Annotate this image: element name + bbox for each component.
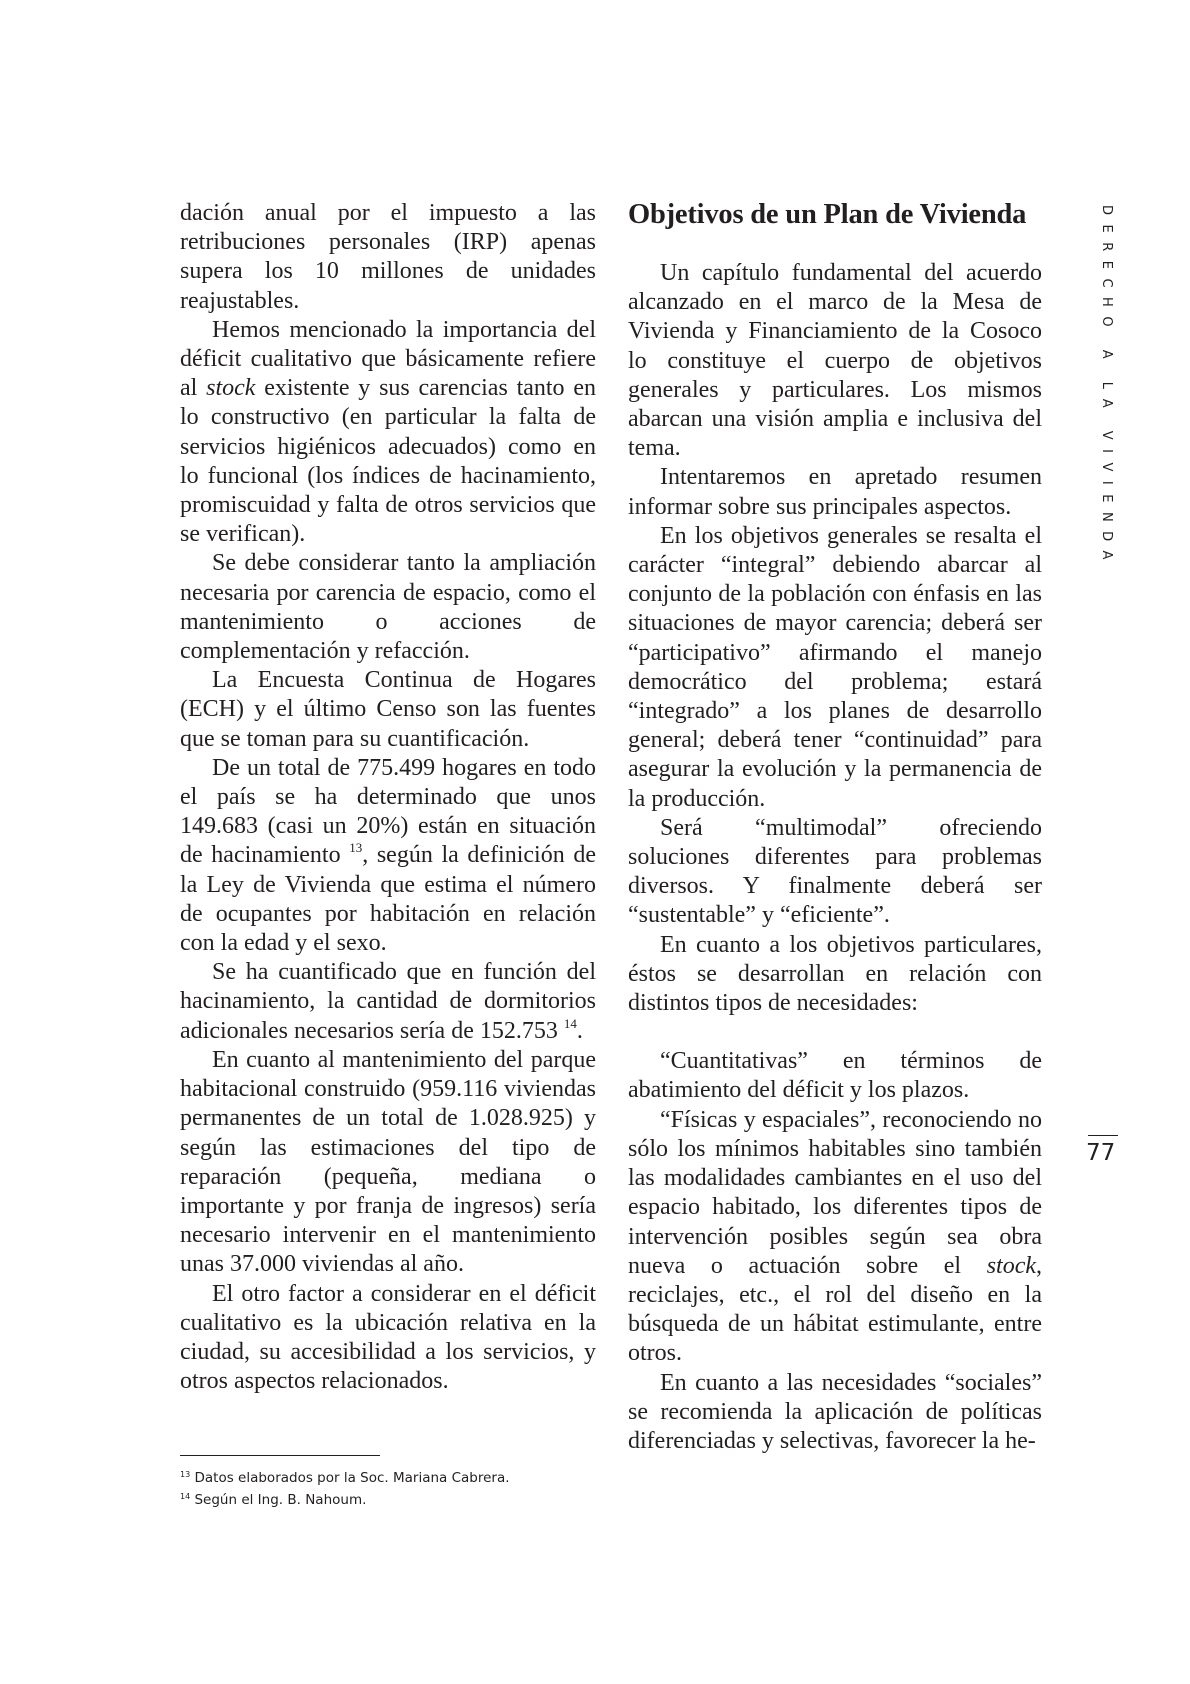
paragraph: dación anual por el impuesto a las retribuciones personales (IRP) apenas supera los 10 millones de unidades reajustables.: [180, 200, 596, 314]
footnote: [180, 1470, 510, 1487]
text-span: existente y sus carencias tanto en lo constructivo (en particular la falta de servicios higiénicos adecuados) como en lo funcional (los índices de hacinamiento, promiscuidad y falta de otros servicios que se verifican).: [180, 375, 596, 548]
paragraph: Se debe considerar tanto la ampliación necesaria por carencia de espacio, como el mantenimiento o acciones de complementación y refacción.: [180, 550, 596, 665]
right-column: [628, 199, 1042, 1456]
page-number: 77: [1086, 1140, 1116, 1166]
italic-term: stock: [206, 375, 256, 402]
paragraph-spacer: [628, 1018, 1042, 1047]
footnote-reference: 14: [563, 1015, 577, 1031]
paragraph: [628, 1106, 1042, 1369]
footnote-mark: 13: [180, 1470, 191, 1479]
running-title: DERECHO A LA VIVIENDA: [1099, 205, 1114, 569]
footnote-separator: [180, 1455, 380, 1456]
paragraph: En cuanto a los objetivos particulares, éstos se desarrollan en relación con distintos tipos de necesidades:: [628, 931, 1042, 1017]
paragraph: [180, 958, 596, 1046]
footnote-text: Según el Ing. B. Nahoum.: [194, 1492, 367, 1508]
paragraph: En los objetivos generales se resalta el carácter “integral” debiendo abarcar al conjunto de la población con énfasis en las situaciones de mayor carencia; deberá ser “participativo” afirmando el manejo democrático del problema; estará “integrado” a los planes de desarrollo general; deberá tener “continuidad” para asegurar la evolución y la permanencia de la producción.: [628, 522, 1042, 812]
footnote-reference: 13: [349, 840, 363, 856]
footnote-text: Datos elaborados por la Soc. Mariana Cabrera.: [194, 1470, 510, 1486]
text-span: De un total de 775.499 hogares en todo el país se ha determinado que unos 149.683 (casi un 20%) están en situación de hacinamiento: [180, 754, 596, 869]
text-span: , según la definición de la Ley de Vivienda que estima el número de ocupantes por habitación en relación con la edad y el sexo.: [180, 842, 596, 957]
section-heading: Objetivos de un Plan de Vivienda: [628, 199, 1027, 230]
paragraph: Será “multimodal” ofreciendo soluciones diferentes para problemas diversos. Y finalmente deberá ser “sustentable” y “eficiente”.: [628, 814, 1042, 929]
paragraph: “Cuantitativas” en términos de abatimiento del déficit y los plazos.: [628, 1048, 1042, 1104]
paragraph: La Encuesta Continua de Hogares (ECH) y el último Censo son las fuentes que se toman para su cuantificación.: [180, 667, 596, 752]
footnote-mark: 14: [180, 1492, 191, 1501]
text-span: “Físicas y espaciales”, reconociendo no sólo los mínimos habitables sino también las modalidades cambiantes en el uso del espacio habitado, los diferentes tipos de intervención posibles según sea obra nueva o actuación sobre el: [628, 1106, 1042, 1279]
paragraph: [180, 316, 596, 550]
text-span: , reciclajes, etc., el rol del diseño en la búsqueda de un hábitat estimulante, entre otros.: [628, 1252, 1042, 1367]
paragraph: Intentaremos en apretado resumen informar sobre sus principales aspectos.: [628, 464, 1042, 520]
paragraph: [180, 754, 596, 958]
footnote: [180, 1492, 366, 1509]
paragraph: Un capítulo fundamental del acuerdo alcanzado en el marco de la Mesa de Vivienda y Financiamiento de la Cosoco lo constituye el cuerpo de objetivos generales y particulares. Los mismos abarcan una visión amplia e inclusiva del tema.: [628, 260, 1042, 462]
text-span: Hemos mencionado la importancia del déficit cualitativo que básicamente refiere al: [180, 316, 596, 402]
page-number-rule: [1088, 1135, 1118, 1136]
paragraph: En cuanto al mantenimiento del parque habitacional construido (959.116 viviendas permanentes de un total de 1.028.925) y según las estimaciones del tipo de reparación (pequeña, mediana o importante y por franja de ingresos) sería necesario intervenir en el mantenimiento unas 37.000 viviendas al año.: [180, 1046, 596, 1278]
italic-term: stock: [986, 1252, 1036, 1279]
left-column: [180, 199, 596, 1396]
text-span: Se ha cuantificado que en función del hacinamiento, la cantidad de dormitorios adicionales necesarios sería de 152.753: [180, 959, 596, 1044]
paragraph: El otro factor a considerar en el déficit cualitativo es la ubicación relativa en la ciudad, su accesibilidad a los servicios, y otros aspectos relacionados.: [180, 1280, 596, 1395]
text-span: .: [576, 1017, 583, 1044]
paragraph: En cuanto a las necesidades “sociales” se recomienda la aplicación de políticas diferenciadas y selectivas, favorecer la he-: [628, 1369, 1042, 1454]
